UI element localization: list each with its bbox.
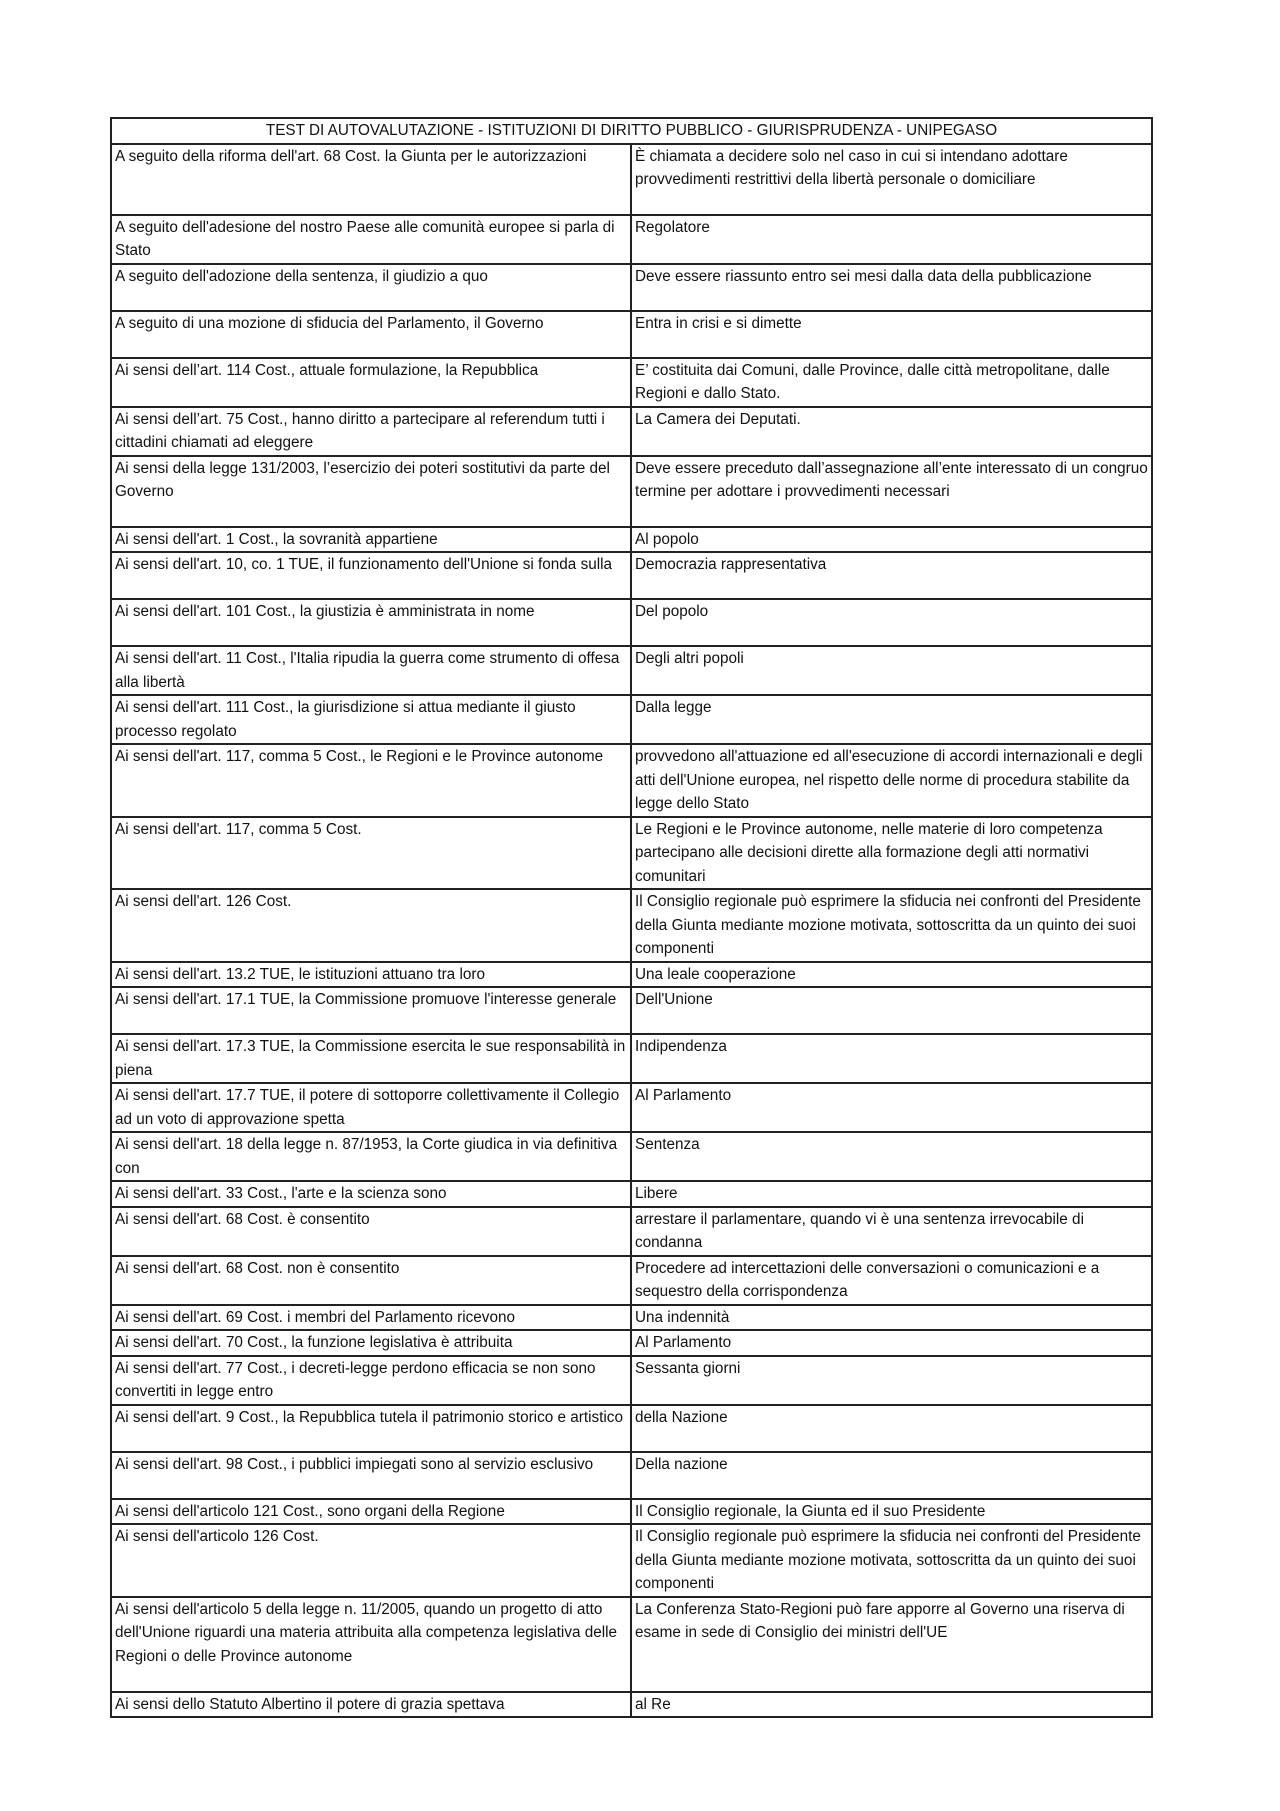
table-row [111,599,1152,646]
answer-cell: Il Consiglio regionale può esprimere la sfiducia nei confronti del Presidente della Giunta mediante mozione motivata, sottoscritta da un quinto dei suoi componenti [631,889,1152,962]
answer-cell: Deve essere preceduto dall’assegnazione all’ente interessato di un congruo termine per adottare i provvedimenti necessari [631,456,1152,527]
table-row [111,1083,1152,1132]
table-row [111,311,1152,358]
table-row [111,1034,1152,1083]
table-row [111,1181,1152,1207]
answer-cell: arrestare il parlamentare, quando vi è una sentenza irrevocabile di condanna [631,1207,1152,1256]
answer-cell: Una leale cooperazione [631,962,1152,988]
question-cell: Ai sensi dell'art. 9 Cost., la Repubblica tutela il patrimonio storico e artistico [111,1405,631,1452]
question-cell: Ai sensi dell'art. 11 Cost., l'Italia ripudia la guerra come strumento di offesa alla libertà [111,646,631,695]
table-row [111,1207,1152,1256]
table-row [111,695,1152,744]
question-cell: Ai sensi dell'articolo 126 Cost. [111,1524,631,1597]
table-row [111,1692,1152,1718]
answer-cell: Sessanta giorni [631,1356,1152,1405]
table-row [111,817,1152,890]
question-cell: Ai sensi dell'art. 77 Cost., i decreti-legge perdono efficacia se non sono convertiti in legge entro [111,1356,631,1405]
question-cell: A seguito dell'adesione del nostro Paese alle comunità europee si parla di Stato [111,215,631,264]
answer-cell: della Nazione [631,1405,1152,1452]
table-row [111,987,1152,1034]
table-row [111,527,1152,553]
answer-cell: Le Regioni e le Province autonome, nelle materie di loro competenza partecipano alle decisioni dirette alla formazione degli atti normativi comunitari [631,817,1152,890]
answer-cell: Al Parlamento [631,1083,1152,1132]
table-row [111,1452,1152,1499]
question-cell: Ai sensi dell'art. 13.2 TUE, le istituzioni attuano tra loro [111,962,631,988]
answer-cell: Regolatore [631,215,1152,264]
table-row [111,1405,1152,1452]
question-cell: Ai sensi dell’art. 114 Cost., attuale formulazione, la Repubblica [111,358,631,407]
answer-cell: Una indennità [631,1305,1152,1331]
question-cell: Ai sensi dell'art. 126 Cost. [111,889,631,962]
title-row [111,118,1152,144]
question-cell: Ai sensi dell'art. 17.7 TUE, il potere di sottoporre collettivamente il Collegio ad un voto di approvazione spetta [111,1083,631,1132]
question-cell: A seguito dell'adozione della sentenza, il giudizio a quo [111,264,631,311]
table-row [111,456,1152,527]
question-cell: Ai sensi dell'art. 101 Cost., la giustizia è amministrata in nome [111,599,631,646]
answer-cell: Del popolo [631,599,1152,646]
answer-cell: Democrazia rappresentativa [631,552,1152,599]
table-row [111,552,1152,599]
question-cell: Ai sensi dell'art. 68 Cost. non è consentito [111,1256,631,1305]
table-row [111,407,1152,456]
question-cell: A seguito della riforma dell'art. 68 Cost. la Giunta per le autorizzazioni [111,144,631,215]
answer-cell: Libere [631,1181,1152,1207]
answer-cell: Deve essere riassunto entro sei mesi dalla data della pubblicazione [631,264,1152,311]
question-cell: A seguito di una mozione di sfiducia del Parlamento, il Governo [111,311,631,358]
table-title: TEST DI AUTOVALUTAZIONE - ISTITUZIONI DI DIRITTO PUBBLICO - GIURISPRUDENZA - UNIPEGASO [111,118,1152,144]
question-cell: Ai sensi dell'art. 33 Cost., l'arte e la scienza sono [111,1181,631,1207]
answer-cell: È chiamata a decidere solo nel caso in cui si intendano adottare provvedimenti restrittivi della libertà personale o domiciliare [631,144,1152,215]
answer-cell: Il Consiglio regionale, la Giunta ed il suo Presidente [631,1499,1152,1525]
answer-cell: Entra in crisi e si dimette [631,311,1152,358]
answer-cell: al Re [631,1692,1152,1718]
answer-cell: Il Consiglio regionale può esprimere la sfiducia nei confronti del Presidente della Giunta mediante mozione motivata, sottoscritta da un quinto dei suoi componenti [631,1524,1152,1597]
answer-cell: Degli altri popoli [631,646,1152,695]
table-row [111,1499,1152,1525]
table-row [111,646,1152,695]
answer-cell: Sentenza [631,1132,1152,1181]
question-cell: Ai sensi dell'art. 117, comma 5 Cost., le Regioni e le Province autonome [111,744,631,817]
question-cell: Ai sensi dell'art. 111 Cost., la giurisdizione si attua mediante il giusto processo regolato [111,695,631,744]
question-cell: Ai sensi dell’art. 75 Cost., hanno diritto a partecipare al referendum tutti i cittadini chiamati ad eleggere [111,407,631,456]
answer-cell: Al Parlamento [631,1330,1152,1356]
answer-cell: La Conferenza Stato-Regioni può fare apporre al Governo una riserva di esame in sede di Consiglio dei ministri dell'UE [631,1597,1152,1692]
table-row [111,1524,1152,1597]
table-row [111,889,1152,962]
question-cell: Ai sensi dell'art. 10, co. 1 TUE, il funzionamento dell'Unione si fonda sulla [111,552,631,599]
table-row [111,1356,1152,1405]
question-cell: Ai sensi dell'art. 69 Cost. i membri del Parlamento ricevono [111,1305,631,1331]
question-cell: Ai sensi dell'art. 17.1 TUE, la Commissione promuove l'interesse generale [111,987,631,1034]
answer-cell: Procedere ad intercettazioni delle conversazioni o comunicazioni e a sequestro della corrispondenza [631,1256,1152,1305]
question-cell: Ai sensi dell'art. 117, comma 5 Cost. [111,817,631,890]
answer-cell: La Camera dei Deputati. [631,407,1152,456]
question-cell: Ai sensi della legge 131/2003, l’esercizio dei poteri sostitutivi da parte del Governo [111,456,631,527]
table-row [111,358,1152,407]
question-cell: Ai sensi dell'art. 70 Cost., la funzione legislativa è attribuita [111,1330,631,1356]
answer-cell: Dell'Unione [631,987,1152,1034]
question-cell: Ai sensi dell'articolo 121 Cost., sono organi della Regione [111,1499,631,1525]
table-row [111,1330,1152,1356]
answer-cell: Indipendenza [631,1034,1152,1083]
answer-cell: E’ costituita dai Comuni, dalle Province, dalle città metropolitane, dalle Regioni e dallo Stato. [631,358,1152,407]
answer-cell: Al popolo [631,527,1152,553]
table-row [111,744,1152,817]
question-cell: Ai sensi dell'art. 98 Cost., i pubblici impiegati sono al servizio esclusivo [111,1452,631,1499]
table-row [111,1132,1152,1181]
question-cell: Ai sensi dell'art. 17.3 TUE, la Commissione esercita le sue responsabilità in piena [111,1034,631,1083]
table-row [111,215,1152,264]
quiz-table [110,117,1153,1718]
answer-cell: provvedono all'attuazione ed all'esecuzione di accordi internazionali e degli atti dell'Unione europea, nel rispetto delle norme di procedura stabilite da legge dello Stato [631,744,1152,817]
question-cell: Ai sensi dello Statuto Albertino il potere di grazia spettava [111,1692,631,1718]
table-row [111,264,1152,311]
table-row [111,1597,1152,1692]
answer-cell: Dalla legge [631,695,1152,744]
question-cell: Ai sensi dell'articolo 5 della legge n. 11/2005, quando un progetto di atto dell'Unione riguardi una materia attribuita alla competenza legislativa delle Regioni o delle Province autonome [111,1597,631,1692]
table-row [111,962,1152,988]
question-cell: Ai sensi dell'art. 18 della legge n. 87/1953, la Corte giudica in via definitiva con [111,1132,631,1181]
table-row [111,144,1152,215]
answer-cell: Della nazione [631,1452,1152,1499]
table-row [111,1305,1152,1331]
question-cell: Ai sensi dell'art. 1 Cost., la sovranità appartiene [111,527,631,553]
table-row [111,1256,1152,1305]
question-cell: Ai sensi dell'art. 68 Cost. è consentito [111,1207,631,1256]
